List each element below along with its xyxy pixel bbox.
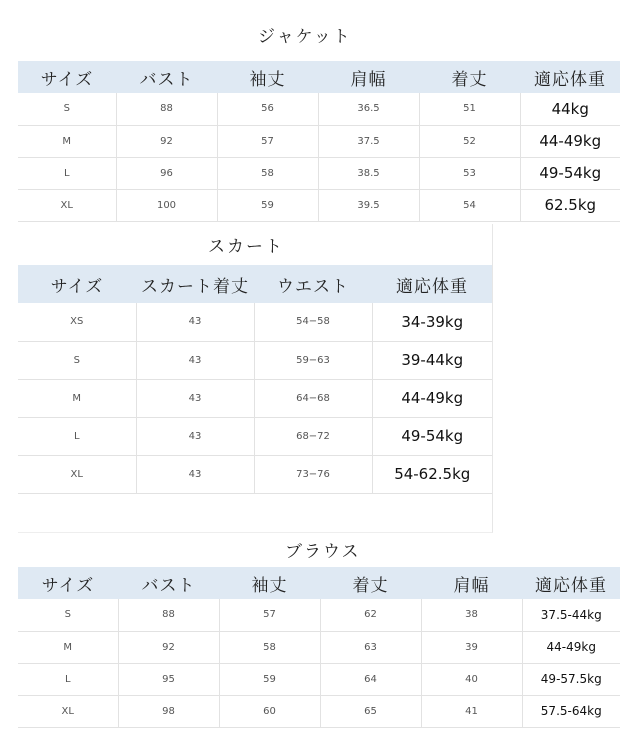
cell-size: XL <box>18 189 116 221</box>
cell-weight: 44-49kg <box>520 125 620 157</box>
header-bust: バスト <box>116 61 217 93</box>
blouse-title: ブラウス <box>285 542 361 562</box>
skirt-header-row <box>18 265 492 303</box>
cell-shoulder: 41 <box>421 695 522 727</box>
cell-shoulder: 38.5 <box>318 157 419 189</box>
cell-skirt-length: 43 <box>136 379 254 417</box>
header-bust: バスト <box>118 567 219 599</box>
cell-length: 52 <box>419 125 520 157</box>
cell-skirt-length: 43 <box>136 341 254 379</box>
cell-bust: 100 <box>116 189 217 221</box>
cell-weight: 62.5kg <box>520 189 620 221</box>
cell-skirt-length: 43 <box>136 303 254 341</box>
cell-weight: 44-49kg <box>522 631 620 663</box>
cell-length: 63 <box>320 631 421 663</box>
cell-sleeve: 59 <box>219 663 320 695</box>
cell-waist: 59−63 <box>254 341 372 379</box>
cell-sleeve: 58 <box>219 631 320 663</box>
table-row <box>18 631 620 663</box>
header-size: サイズ <box>18 567 118 599</box>
table-row <box>18 455 492 493</box>
cell-bust: 88 <box>118 599 219 631</box>
cell-size: M <box>18 379 136 417</box>
cell-sleeve: 59 <box>217 189 318 221</box>
cell-weight: 39-44kg <box>372 341 492 379</box>
cell-weight: 37.5-44kg <box>522 599 620 631</box>
cell-bust: 92 <box>118 631 219 663</box>
cell-bust: 92 <box>116 125 217 157</box>
cell-length: 53 <box>419 157 520 189</box>
cell-waist: 54−58 <box>254 303 372 341</box>
jacket-header-row <box>18 61 620 93</box>
cell-waist: 73−76 <box>254 455 372 493</box>
header-size: サイズ <box>18 265 136 303</box>
cell-shoulder: 39.5 <box>318 189 419 221</box>
header-skirt-length: スカート着丈 <box>136 265 254 303</box>
cell-size: S <box>18 93 116 125</box>
cell-weight: 54-62.5kg <box>372 455 492 493</box>
header-length: 着丈 <box>320 567 421 599</box>
cell-size: L <box>18 663 118 695</box>
header-sleeve: 袖丈 <box>219 567 320 599</box>
cell-sleeve: 60 <box>219 695 320 727</box>
cell-sleeve: 56 <box>217 93 318 125</box>
header-shoulder: 肩幅 <box>318 61 419 93</box>
cell-size: S <box>18 599 118 631</box>
cell-size: M <box>18 631 118 663</box>
header-sleeve: 袖丈 <box>217 61 318 93</box>
cell-sleeve: 57 <box>217 125 318 157</box>
table-row <box>18 599 620 631</box>
cell-length: 51 <box>419 93 520 125</box>
cell-length: 54 <box>419 189 520 221</box>
cell-weight: 57.5-64kg <box>522 695 620 727</box>
header-length: 着丈 <box>419 61 520 93</box>
cell-sleeve: 58 <box>217 157 318 189</box>
cell-length: 62 <box>320 599 421 631</box>
cell-bust: 98 <box>118 695 219 727</box>
cell-shoulder: 36.5 <box>318 93 419 125</box>
header-weight: 適応体重 <box>372 265 492 303</box>
cell-waist: 64−68 <box>254 379 372 417</box>
jacket-title: ジャケット <box>258 27 352 47</box>
cell-size: XS <box>18 303 136 341</box>
cell-bust: 95 <box>118 663 219 695</box>
cell-skirt-length: 43 <box>136 455 254 493</box>
blouse-size-table <box>18 567 620 728</box>
cell-shoulder: 40 <box>421 663 522 695</box>
blouse-header-row <box>18 567 620 599</box>
cell-length: 65 <box>320 695 421 727</box>
table-row <box>18 157 620 189</box>
table-row <box>18 189 620 221</box>
cell-sleeve: 57 <box>219 599 320 631</box>
cell-size: L <box>18 157 116 189</box>
cell-shoulder: 38 <box>421 599 522 631</box>
cell-bust: 96 <box>116 157 217 189</box>
table-row <box>18 303 492 341</box>
skirt-size-table <box>18 265 492 494</box>
cell-size: XL <box>18 695 118 727</box>
cell-size: L <box>18 417 136 455</box>
table-row <box>18 695 620 727</box>
table-row <box>18 417 492 455</box>
skirt-title: スカート <box>208 237 284 257</box>
table-row <box>18 379 492 417</box>
cell-skirt-length: 43 <box>136 417 254 455</box>
jacket-size-table <box>18 61 620 222</box>
cell-shoulder: 37.5 <box>318 125 419 157</box>
table-row <box>18 93 620 125</box>
cell-size: S <box>18 341 136 379</box>
header-waist: ウエスト <box>254 265 372 303</box>
cell-weight: 44-49kg <box>372 379 492 417</box>
cell-weight: 49-54kg <box>372 417 492 455</box>
cell-waist: 68−72 <box>254 417 372 455</box>
cell-weight: 34-39kg <box>372 303 492 341</box>
cell-weight: 44kg <box>520 93 620 125</box>
header-weight: 適応体重 <box>520 61 620 93</box>
table-row <box>18 125 620 157</box>
cell-size: XL <box>18 455 136 493</box>
table-row <box>18 663 620 695</box>
cell-shoulder: 39 <box>421 631 522 663</box>
cell-weight: 49-54kg <box>520 157 620 189</box>
table-row <box>18 341 492 379</box>
cell-size: M <box>18 125 116 157</box>
header-shoulder: 肩幅 <box>421 567 522 599</box>
cell-length: 64 <box>320 663 421 695</box>
cell-weight: 49-57.5kg <box>522 663 620 695</box>
cell-bust: 88 <box>116 93 217 125</box>
header-size: サイズ <box>18 61 116 93</box>
header-weight: 適応体重 <box>522 567 620 599</box>
